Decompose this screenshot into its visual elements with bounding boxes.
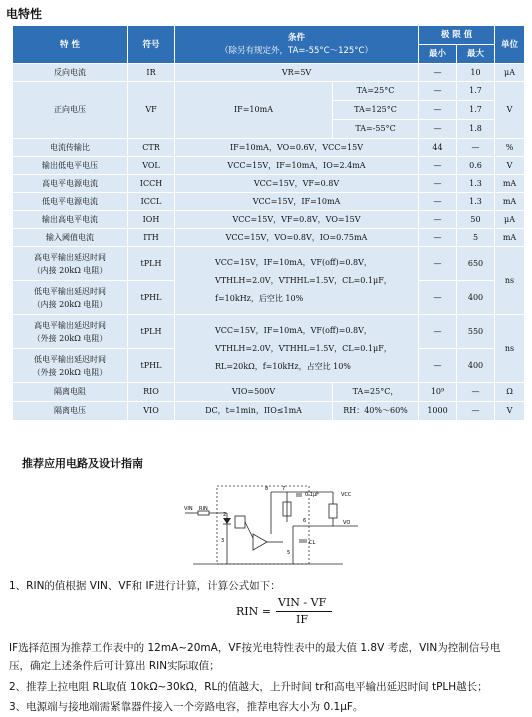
header-condition-title: 条件 xyxy=(288,32,306,43)
max-cell: 50 xyxy=(457,211,495,229)
condition-line: f=10kHz，后空比 10% xyxy=(215,293,304,303)
max-cell: 10 xyxy=(457,64,495,82)
param-line: （外接 20kΩ 电阻） xyxy=(32,367,108,377)
symbol-cell: VIO xyxy=(128,402,175,421)
symbol-cell: RIO xyxy=(128,383,175,402)
condition-cell: VR=5V xyxy=(175,64,419,82)
param-cell: 高电平电源电流 xyxy=(13,175,128,193)
param-line: （外接 20kΩ 电阻） xyxy=(32,333,108,343)
table-row xyxy=(13,211,525,229)
symbol-cell: VOL xyxy=(128,157,175,175)
symbol-cell: tPLH xyxy=(128,247,175,281)
table-header-row xyxy=(13,26,525,45)
max-cell: 550 xyxy=(457,315,495,349)
rl-resistor xyxy=(329,504,337,518)
table-row xyxy=(13,315,525,349)
max-cell: 0.6 xyxy=(457,157,495,175)
param-cell xyxy=(13,247,128,281)
section-title: 电特性 xyxy=(6,7,43,21)
condition-line: VCC=15V，IF=10mA，VF(off)=0.8V， xyxy=(215,257,372,267)
max-cell: — xyxy=(457,402,495,421)
cl-label: CL xyxy=(309,540,316,546)
unit-cell: mA xyxy=(495,229,525,247)
unit-cell: Ω xyxy=(495,383,525,402)
condition-cell: VCC=15V，VO=0.8V，IO=0.75mA xyxy=(175,229,419,247)
min-cell: — xyxy=(419,193,457,211)
max-cell: 400 xyxy=(457,349,495,383)
unit-cell: μA xyxy=(495,64,525,82)
unit-cell: ns xyxy=(495,315,525,383)
package-outline xyxy=(217,486,309,564)
electrical-characteristics-table xyxy=(12,25,525,421)
table-row xyxy=(13,139,525,157)
vin-label: VIN xyxy=(184,506,193,512)
symbol-cell: tPLH xyxy=(128,315,175,349)
condition-line: RL=20kΩ，f=10kHz，占空比 10% xyxy=(215,361,351,371)
min-cell: 1000 xyxy=(419,402,457,421)
unit-cell: mA xyxy=(495,175,525,193)
param-line: 高电平输出延迟时间 xyxy=(34,252,106,262)
photodiode xyxy=(235,516,245,528)
table-row xyxy=(13,82,525,101)
max-cell: 400 xyxy=(457,281,495,315)
min-cell: — xyxy=(419,247,457,281)
min-cell: — xyxy=(419,211,457,229)
symbol-cell: tPHL xyxy=(128,281,175,315)
env-condition-cell: RH：40%～60% xyxy=(333,402,419,421)
min-cell: — xyxy=(419,175,457,193)
condition-cell: VIO=500V xyxy=(175,383,333,402)
min-cell: — xyxy=(419,157,457,175)
amplifier xyxy=(253,534,267,550)
param-line: （内接 20kΩ 电阻） xyxy=(32,265,108,275)
guide-text-2a: IF选择范围为推荐工作表中的 12mA~20mA，VF按光电特性表中的最大值 1.8V 考虑，VIN为控制信号电 xyxy=(9,642,501,654)
param-cell: 电流传输比 xyxy=(13,139,128,157)
symbol-cell: ITH xyxy=(128,229,175,247)
header-condition xyxy=(175,26,419,64)
min-cell: — xyxy=(419,101,457,120)
unit-cell: μA xyxy=(495,211,525,229)
pin5-label: 5 xyxy=(287,550,291,556)
min-cell: — xyxy=(419,315,457,349)
table-row xyxy=(13,229,525,247)
param-cell: 隔离电阻 xyxy=(13,383,128,402)
param-cell: 输入阈值电流 xyxy=(13,229,128,247)
condition-cell xyxy=(175,315,419,383)
pin7-label: 7 xyxy=(282,486,286,492)
unit-cell: % xyxy=(495,139,525,157)
unit-cell: ns xyxy=(495,247,525,315)
min-cell: 44 xyxy=(419,139,457,157)
condition-cell: DC，t=1min，IIO≤1mA xyxy=(175,402,333,421)
pin2-label: 2 xyxy=(223,512,227,518)
table-row xyxy=(13,64,525,82)
unit-cell: V xyxy=(495,157,525,175)
bypass-cap-label: 0.1μF xyxy=(305,492,320,498)
symbol-cell: IOH xyxy=(128,211,175,229)
max-cell: — xyxy=(457,139,495,157)
rin-label: RIN xyxy=(199,506,208,512)
subcondition-cell: TA=125°C xyxy=(333,101,419,120)
max-cell: 1.8 xyxy=(457,120,495,139)
pin6-label: 6 xyxy=(303,518,307,524)
header-unit: 单位 xyxy=(495,26,525,64)
header-max: 最大 xyxy=(457,45,495,64)
condition-line: VTHLH=2.0V，VTHHL=1.5V，CL=0.1μF， xyxy=(215,275,392,285)
condition-line: VTHLH=2.0V，VTHHL=1.5V，CL=0.1μF， xyxy=(215,343,392,353)
pin8-label: 8 xyxy=(265,486,269,492)
table-row xyxy=(13,193,525,211)
formula-lhs: RIN = xyxy=(236,605,271,618)
symbol-cell: VF xyxy=(128,82,175,139)
formula-numerator: VIN - VF xyxy=(278,596,327,609)
min-cell: — xyxy=(419,82,457,101)
table-row xyxy=(13,175,525,193)
param-cell: 输出高电平电流 xyxy=(13,211,128,229)
param-cell xyxy=(13,315,128,349)
header-condition-sub: （除另有规定外，TA=-55°C～125°C） xyxy=(220,45,373,56)
max-cell: 1.3 xyxy=(457,193,495,211)
symbol-cell: ICCL xyxy=(128,193,175,211)
unit-cell: V xyxy=(495,402,525,421)
guide-text-3: 2、推荐上拉电阻 RL取值 10kΩ~30kΩ，RL的值越大，上升时间 tr和高电平输出延迟时间 tPLH越长； xyxy=(9,681,488,693)
max-cell: 1.7 xyxy=(457,82,495,101)
guide-text-2b: 压，确定上述条件后可计算出 RIN实际取值； xyxy=(9,660,220,672)
condition-cell: VCC=15V，IF=10mA，IO=2.4mA xyxy=(175,157,419,175)
env-condition-cell: TA=25°C， xyxy=(333,383,419,402)
condition-cell: IF=10mA，VO=0.6V，VCC=15V xyxy=(175,139,419,157)
param-cell: 低电平电源电流 xyxy=(13,193,128,211)
condition-cell: IF=10mA xyxy=(175,82,333,139)
condition-line: VCC=15V，IF=10mA，VF(off)=0.8V， xyxy=(215,325,372,335)
param-cell: 输出低电平电压 xyxy=(13,157,128,175)
unit-cell: mA xyxy=(495,193,525,211)
min-cell: — xyxy=(419,64,457,82)
max-cell: — xyxy=(457,383,495,402)
condition-cell: VCC=15V，VF=0.8V，VO=15V xyxy=(175,211,419,229)
condition-cell: VCC=15V，IF=10mA xyxy=(175,193,419,211)
header-param: 特 性 xyxy=(13,26,128,64)
vo-label: VO xyxy=(343,520,351,526)
subcondition-cell: TA=25°C xyxy=(333,82,419,101)
param-cell xyxy=(13,349,128,383)
vcc-label: VCC xyxy=(341,492,352,498)
condition-cell xyxy=(175,247,419,315)
symbol-cell: CTR xyxy=(128,139,175,157)
table-row xyxy=(13,157,525,175)
param-cell: 正向电压 xyxy=(13,82,128,139)
min-cell: — xyxy=(419,281,457,315)
formula-denominator: IF xyxy=(296,613,308,626)
application-circuit-diagram xyxy=(183,482,363,572)
max-cell: 5 xyxy=(457,229,495,247)
param-line: 高电平输出延迟时间 xyxy=(34,320,106,330)
max-cell: 1.3 xyxy=(457,175,495,193)
header-symbol: 符号 xyxy=(128,26,175,64)
table-row xyxy=(13,247,525,281)
unit-cell: V xyxy=(495,82,525,139)
max-cell: 1.7 xyxy=(457,101,495,120)
application-circuit-title: 推荐应用电路及设计指南 xyxy=(22,457,143,470)
table-row xyxy=(13,383,525,402)
param-cell: 隔离电压 xyxy=(13,402,128,421)
min-cell: — xyxy=(419,229,457,247)
pin3-label: 3 xyxy=(221,538,225,544)
guide-text-1: 1、RIN的值根据 VIN、VF和 IF进行计算，计算公式如下： xyxy=(9,580,281,592)
param-line: 低电平输出延迟时间 xyxy=(34,286,106,296)
symbol-cell: IR xyxy=(128,64,175,82)
param-cell xyxy=(13,281,128,315)
led-diode xyxy=(223,518,231,524)
min-cell: 10⁹ xyxy=(419,383,457,402)
header-limits: 极 限 值 xyxy=(419,26,495,45)
subcondition-cell: TA=-55°C xyxy=(333,120,419,139)
table-row xyxy=(13,402,525,421)
header-min: 最小 xyxy=(419,45,457,64)
min-cell: — xyxy=(419,349,457,383)
guide-text-4: 3、电源端与接地端需紧靠器件接入一个旁路电容，推荐电容大小为 0.1μF。 xyxy=(9,701,364,713)
max-cell: 650 xyxy=(457,247,495,281)
param-cell: 反向电流 xyxy=(13,64,128,82)
symbol-cell: tPHL xyxy=(128,349,175,383)
min-cell: — xyxy=(419,120,457,139)
condition-cell: VCC=15V，VF=0.8V xyxy=(175,175,419,193)
param-line: （内接 20kΩ 电阻） xyxy=(32,299,108,309)
symbol-cell: ICCH xyxy=(128,175,175,193)
param-line: 低电平输出延迟时间 xyxy=(34,354,106,364)
